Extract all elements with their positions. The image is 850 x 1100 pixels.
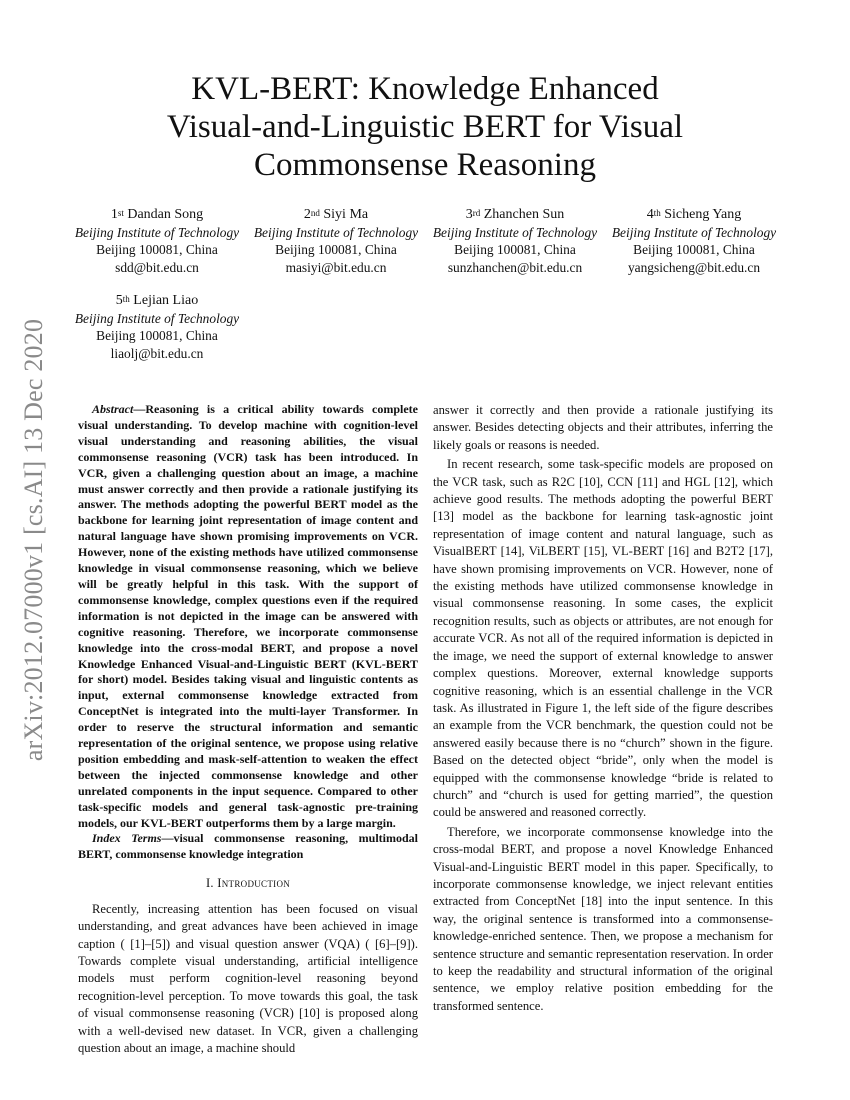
author-name-line [57,292,257,309]
abstract-text: —Reasoning is a critical ability towards complete visual understanding. To develop machine with cognition-level visual understanding and reasoning abilities, the visual commonsense reasoning (VCR) task has been introduced. In VCR, given a challenging question about an image, a machine must answer correctly and then provide a rationale justifying its answer. The methods adopting the powerful BERT model as the backbone for learning joint representation of image content and natural language have shown promising improvements on VCR. However, none of the existing methods have utilized commonsense knowledge in visual commonsense reasoning, which we believe will be greatly helpful in this task. With the support of commonsense knowledge, complex questions even if the required information is not depicted in the image can be answered with cognitive reasoning. Therefore, we incorporate commonsense knowledge into the cross-modal BERT, and propose a novel Knowledge Enhanced Visual-and-Linguistic BERT (KVL-BERT for short) model. Besides taking visual and linguistic contents as input, external commonsense knowledge extracted from ConceptNet is integrated into the multi-layer Transformer. In order to reserve the structural information and semantic representation of the original sentence, we propose using relative position embedding and mask-self-attention to weaken the effect between the injected commonsense knowledge and other unrelated components in the input sequence. Compared to other task-specific models and general task-agnostic pre-training models, our KVL-BERT outperforms them by a large margin. [78,402,418,830]
author-affiliation: Beijing Institute of Technology [253,225,419,241]
author-name: Dandan Song [127,207,204,222]
abstract [78,402,418,831]
section-title: Introduction [217,876,291,891]
author-email: sdd@bit.edu.cn [115,259,199,275]
author-name: Siyi Ma [323,207,369,222]
section-heading [78,875,418,892]
author-name: Sicheng Yang [664,207,742,222]
author-ordinal-suffix: th [653,208,661,218]
author-address: Beijing 100081, China [96,328,218,344]
author-ordinal: 4 [646,207,654,222]
author-block [594,206,794,276]
body-paragraph: Therefore, we incorporate commonsense knowledge into the cross-modal BERT, and propose a novel Knowledge Enhanced Visual-and-Linguistic BERT model in this paper. Specifically, to incorporate commonsense knowledge, we inject relevant entities extracted from ConceptNet [18] into the input sentence. In this way, the original sentence is transformed into a commonsense-knowledge-enriched sentence. Then, we propose a mechanism for sentence structure and semantic representation reservation. In order to keep the readability and structural information of the original sentence, we employ relative position embedding for the transformed sentence. [433,824,773,1013]
author-ordinal-suffix: st [117,208,124,218]
body-paragraph: answer it correctly and then provide a rationale justifying its answer. Besides detecting objects and their attributes, inferring the likely goals or reasons is needed. [433,403,773,452]
author-name-line [236,206,436,223]
author-name: Lejian Liao [133,293,199,308]
author-ordinal: 3 [465,207,473,222]
index-terms [78,831,418,863]
author-affiliation: Beijing Institute of Technology [74,225,240,241]
left-column [78,402,418,1057]
author-name-line [415,206,615,223]
author-affiliation: Beijing Institute of Technology [432,225,598,241]
title-line-1: KVL-BERT: Knowledge Enhanced [191,71,659,107]
author-ordinal-suffix: th [122,294,130,304]
index-terms-label: Index Terms [92,831,162,846]
author-block [57,206,257,276]
author-block [415,206,615,276]
author-block [57,292,257,362]
right-column [433,402,773,1015]
author-address: Beijing 100081, China [96,242,218,258]
author-email: sunzhanchen@bit.edu.cn [447,259,583,275]
author-affiliation: Beijing Institute of Technology [74,311,240,327]
author-ordinal-suffix: nd [310,208,320,218]
author-address: Beijing 100081, China [275,242,397,258]
intro-paragraph: Recently, increasing attention has been focused on visual understanding, and great advances have been achieved in image caption ( [1]–[5]) and visual question answer (VQA) ( [6]–[9]). Towards complete visual understanding, artificial intelligence models must perform cognition-level reasoning beyond recognition-level perception. To move towards this goal, the task of visual commonsense reasoning (VCR) [10] is proposed along with a well-devised new dataset. In VCR, given a challenging question about an image, a machine should [78,901,418,1055]
author-block [236,206,436,276]
author-ordinal: 2 [303,207,311,222]
author-affiliation: Beijing Institute of Technology [611,225,777,241]
author-address: Beijing 100081, China [633,242,755,258]
arxiv-stamp [14,300,54,780]
author-email: yangsicheng@bit.edu.cn [627,259,761,275]
author-name: Zhanchen Sun [483,207,565,222]
section-number: I. [205,876,214,891]
author-name-line [594,206,794,223]
index-terms-text: —visual commonsense reasoning, multimodal BERT, commonsense knowledge integration [78,831,419,862]
abstract-label: Abstract [92,402,134,416]
author-ordinal: 1 [110,207,118,222]
author-ordinal: 5 [115,293,123,308]
paper-title [90,70,760,184]
author-name-line [57,206,257,223]
arxiv-stamp-text: arXiv:2012.07000v1 [cs.AI] 13 Dec 2020 [19,318,48,762]
author-address: Beijing 100081, China [454,242,576,258]
body-paragraph: In recent research, some task-specific models are proposed on the VCR task, such as R2C [10], CCN [11] and HGL [12], which achieve good results. The methods adopting the powerful BERT [13] model as the backbone for learning task-agnostic joint representation of image content and natural language, such as VisualBERT [14], ViLBERT [15], VL-BERT [16] and B2T2 [17], have shown promising improvements on VCR. However, none of the existing methods have utilized commonsense knowledge in visual commonsense reasoning. In some cases, the explicit recognition results, such as objects or attributes, are not enough for accurate VCR. As not all of the required information is depicted in the image, we need the support of external knowledge to answer complex questions. Moreover, external knowledge supports cognitive reasoning, which is an essential challenge in the VCR task. As illustrated in Figure 1, the left side of the figure describes an example from the VCR benchmark, the question could not be answered easily because there is no “church” shown in the figure. Based on the detected object “bride”, only when the model is equipped with the commonsense knowledge “bride is related to church” and “church is used for getting married”, the question could be answered and reasoned correctly. [433,457,773,820]
author-email: liaolj@bit.edu.cn [110,345,204,361]
author-ordinal-suffix: rd [472,208,481,218]
title-line-3: Commonsense Reasoning [254,147,596,183]
author-email: masiyi@bit.edu.cn [285,259,387,275]
title-line-2: Visual-and-Linguistic BERT for Visual [166,109,684,145]
